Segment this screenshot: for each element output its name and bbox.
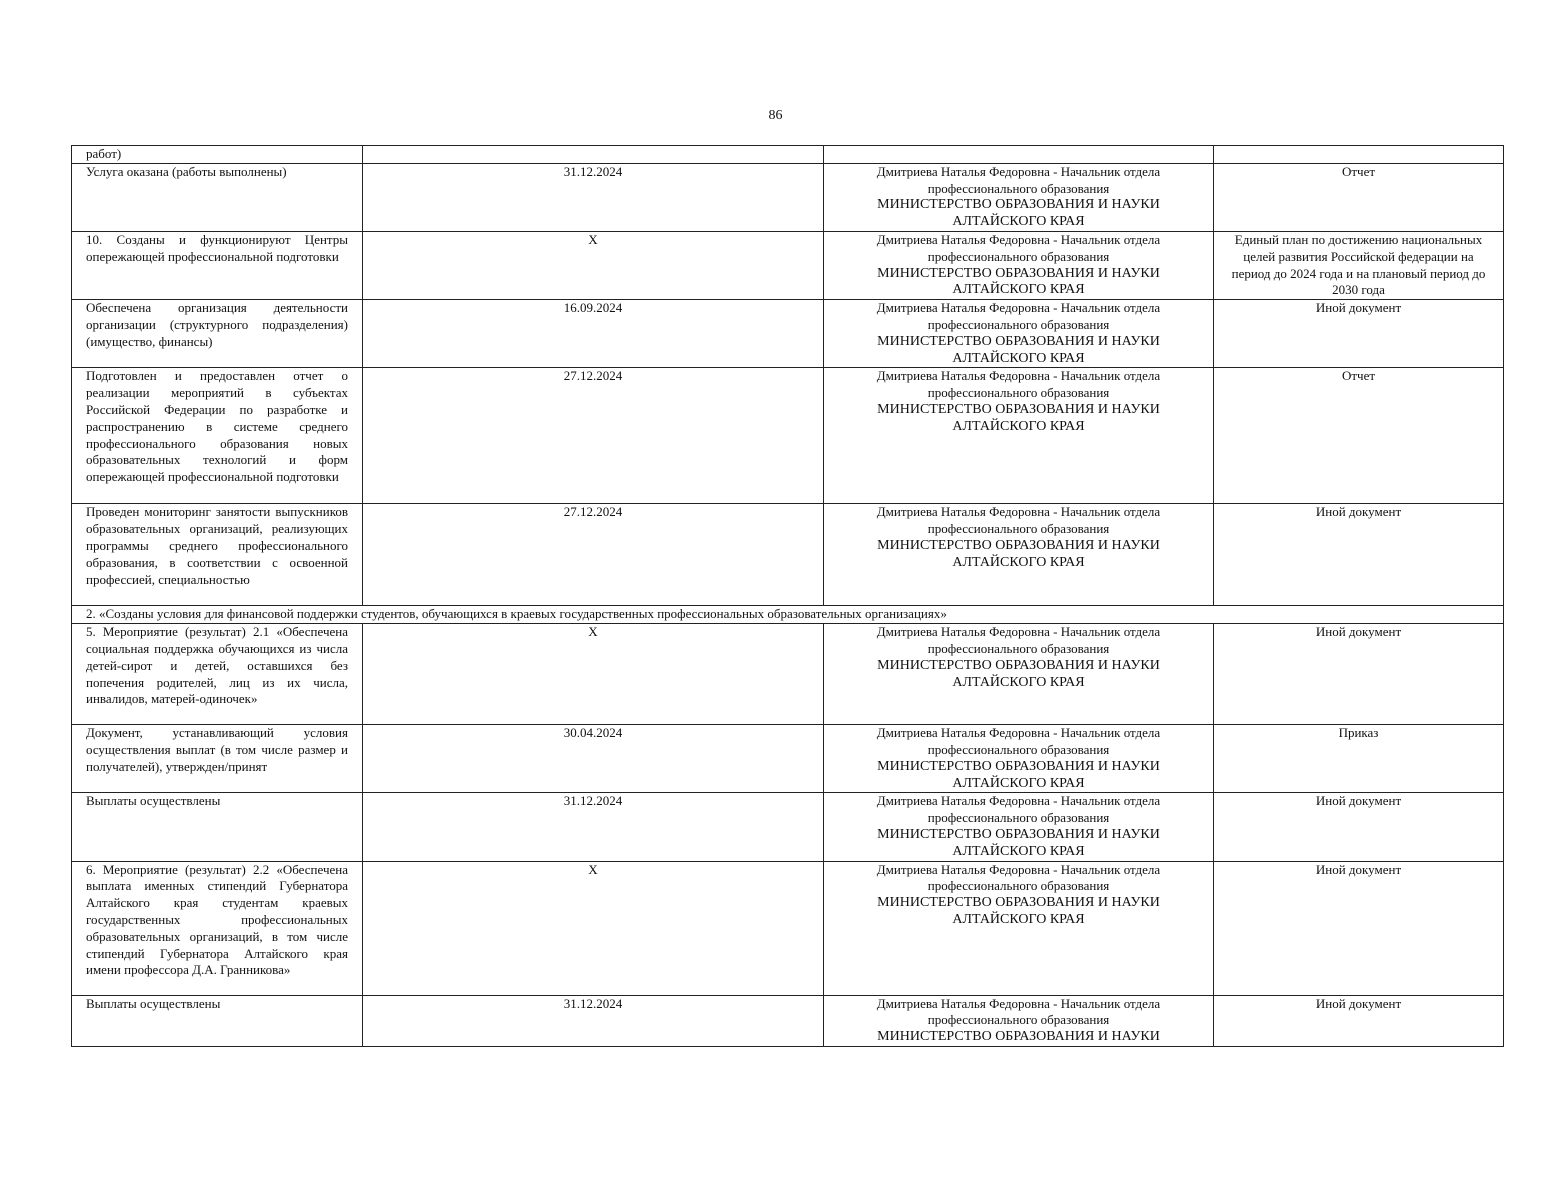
responsible-cell [824, 146, 1214, 164]
responsible-line1: Дмитриева Наталья Федоровна - Начальник отдела [876, 368, 1161, 384]
responsible-cell [824, 368, 1214, 504]
document-type-cell: Иной документ [1214, 793, 1504, 861]
responsible-line1: Дмитриева Наталья Федоровна - Начальник отдела [876, 504, 1161, 520]
responsible-line1: Дмитриева Наталья Федоровна - Начальник отдела [876, 624, 1161, 640]
document-type-cell: Иной документ [1214, 504, 1504, 606]
deadline-cell: 31.12.2024 [363, 793, 824, 861]
responsible-line3: МИНИСТЕРСТВО ОБРАЗОВАНИЯ И НАУКИ [877, 758, 1160, 774]
table-row [72, 793, 1504, 861]
responsible-cell [824, 793, 1214, 861]
responsible-line4: АЛТАЙСКОГО КРАЯ [952, 350, 1085, 366]
responsible-line3: МИНИСТЕРСТВО ОБРАЗОВАНИЯ И НАУКИ [877, 826, 1160, 842]
responsible-line4: АЛТАЙСКОГО КРАЯ [952, 843, 1085, 859]
result-name-cell: работ) [72, 146, 363, 164]
deadline-cell: 16.09.2024 [363, 300, 824, 368]
result-name-cell: 10. Созданы и функционируют Центры опережающей профессиональной подготовки [72, 231, 363, 299]
responsible-line3: МИНИСТЕРСТВО ОБРАЗОВАНИЯ И НАУКИ [877, 333, 1160, 349]
responsible-cell [824, 300, 1214, 368]
responsible-line4: АЛТАЙСКОГО КРАЯ [952, 674, 1085, 690]
document-type-cell: Иной документ [1214, 861, 1504, 995]
responsible-line2: профессионального образования [927, 316, 1110, 332]
document-type-cell: Приказ [1214, 725, 1504, 793]
responsible-line3: МИНИСТЕРСТВО ОБРАЗОВАНИЯ И НАУКИ [877, 265, 1160, 281]
responsible-line3: МИНИСТЕРСТВО ОБРАЗОВАНИЯ И НАУКИ [877, 1029, 1160, 1045]
deadline-cell: 31.12.2024 [363, 995, 824, 1046]
responsible-line2: профессионального образования [927, 521, 1110, 537]
table-row [72, 606, 1504, 624]
responsible-line2: профессионального образования [927, 741, 1110, 757]
responsible-cell [824, 163, 1214, 231]
deadline-cell: X [363, 231, 824, 299]
responsible-line2: профессионального образования [927, 180, 1110, 196]
table-row [72, 368, 1504, 504]
result-name-cell: Подготовлен и предоставлен отчет о реализации мероприятий в субъектах Российской Федерации по разработке и распространению в системе среднего профессионального образования новых образовательных технологий и форм опережающей профессиональной подготовки [72, 368, 363, 504]
deadline-cell: X [363, 624, 824, 725]
table-row [72, 861, 1504, 995]
document-type-cell: Иной документ [1214, 300, 1504, 368]
result-name-cell: Документ, устанавливающий условия осуществления выплат (в том числе размер и получателей), утвержден/принят [72, 725, 363, 793]
responsible-line2: профессионального образования [927, 810, 1110, 826]
result-name-cell: 6. Мероприятие (результат) 2.2 «Обеспечена выплата именных стипендий Губернатора Алтайского края студентам краевых государственных профессиональных образовательных организаций, в том числе стипендий Губернатора Алтайского края имени профессора Д.А. Гранникова» [72, 861, 363, 995]
table-row [72, 163, 1504, 231]
table-row [72, 146, 1504, 164]
responsible-line4: АЛТАЙСКОГО КРАЯ [952, 282, 1085, 298]
page-number: 86 [768, 108, 783, 123]
deadline-cell: 27.12.2024 [363, 504, 824, 606]
result-name-cell: Обеспечена организация деятельности организации (структурного подразделения) (имущество, финансы) [72, 300, 363, 368]
responsible-line1: Дмитриева Наталья Федоровна - Начальник отдела [876, 861, 1161, 877]
document-type-cell: Иной документ [1214, 995, 1504, 1046]
deadline-cell: 31.12.2024 [363, 163, 824, 231]
responsible-line4: АЛТАЙСКОГО КРАЯ [952, 418, 1085, 434]
deadline-cell: X [363, 861, 824, 995]
responsible-cell [824, 624, 1214, 725]
responsible-cell [824, 504, 1214, 606]
responsible-line4: АЛТАЙСКОГО КРАЯ [952, 775, 1085, 791]
responsible-line2: профессионального образования [927, 248, 1110, 264]
responsible-cell [824, 725, 1214, 793]
result-name-cell: Выплаты осуществлены [72, 995, 363, 1046]
responsible-line2: профессионального образования [927, 640, 1110, 656]
responsible-line4: АЛТАЙСКОГО КРАЯ [952, 554, 1085, 570]
document-type-cell: Иной документ [1214, 624, 1504, 725]
responsible-line3: МИНИСТЕРСТВО ОБРАЗОВАНИЯ И НАУКИ [877, 895, 1160, 911]
table-row [72, 725, 1504, 793]
table-row [72, 504, 1504, 606]
control-points-table [71, 145, 1504, 1047]
responsible-line1: Дмитриева Наталья Федоровна - Начальник отдела [876, 300, 1161, 316]
result-name-cell: Выплаты осуществлены [72, 793, 363, 861]
result-name-cell: Проведен мониторинг занятости выпускников образовательных организаций, реализующих программы среднего профессионального образования, в соответствии с освоенной профессией, специальностью [72, 504, 363, 606]
responsible-line1: Дмитриева Наталья Федоровна - Начальник отдела [876, 995, 1161, 1011]
document-type-cell: Отчет [1214, 163, 1504, 231]
responsible-cell [824, 861, 1214, 995]
table-row [72, 231, 1504, 299]
responsible-line2: профессионального образования [927, 1012, 1110, 1028]
responsible-line4: АЛТАЙСКОГО КРАЯ [952, 911, 1085, 927]
responsible-line3: МИНИСТЕРСТВО ОБРАЗОВАНИЯ И НАУКИ [877, 401, 1160, 417]
deadline-cell: 27.12.2024 [363, 368, 824, 504]
responsible-line3: МИНИСТЕРСТВО ОБРАЗОВАНИЯ И НАУКИ [877, 197, 1160, 213]
table-row [72, 995, 1504, 1046]
table-row [72, 300, 1504, 368]
document-type-cell: Отчет [1214, 368, 1504, 504]
result-name-cell: Услуга оказана (работы выполнены) [72, 163, 363, 231]
responsible-line2: профессионального образования [927, 878, 1110, 894]
responsible-line4: АЛТАЙСКОГО КРАЯ [952, 214, 1085, 230]
table-row [72, 624, 1504, 725]
deadline-cell: 30.04.2024 [363, 725, 824, 793]
deadline-cell [363, 146, 824, 164]
responsible-cell [824, 995, 1214, 1046]
section-heading: 2. «Созданы условия для финансовой поддержки студентов, обучающихся в краевых государственных профессиональных образовательных организациях» [72, 606, 1504, 624]
responsible-line1: Дмитриева Наталья Федоровна - Начальник отдела [876, 793, 1161, 809]
document-type-cell: Единый план по достижению национальных целей развития Российской федерации на период до 2024 года и на плановый период до 2030 года [1214, 231, 1504, 299]
responsible-line1: Дмитриева Наталья Федоровна - Начальник отдела [876, 725, 1161, 741]
responsible-line1: Дмитриева Наталья Федоровна - Начальник отдела [876, 231, 1161, 247]
responsible-line3: МИНИСТЕРСТВО ОБРАЗОВАНИЯ И НАУКИ [877, 537, 1160, 553]
responsible-cell [824, 231, 1214, 299]
responsible-line1: Дмитриева Наталья Федоровна - Начальник отдела [876, 163, 1161, 179]
document-type-cell [1214, 146, 1504, 164]
result-name-cell: 5. Мероприятие (результат) 2.1 «Обеспечена социальная поддержка обучающихся из числа детей-сирот и детей, оставшихся без попечения родителей, лиц из их числа, инвалидов, матерей-одиночек» [72, 624, 363, 725]
responsible-line3: МИНИСТЕРСТВО ОБРАЗОВАНИЯ И НАУКИ [877, 657, 1160, 673]
responsible-line2: профессионального образования [927, 385, 1110, 401]
